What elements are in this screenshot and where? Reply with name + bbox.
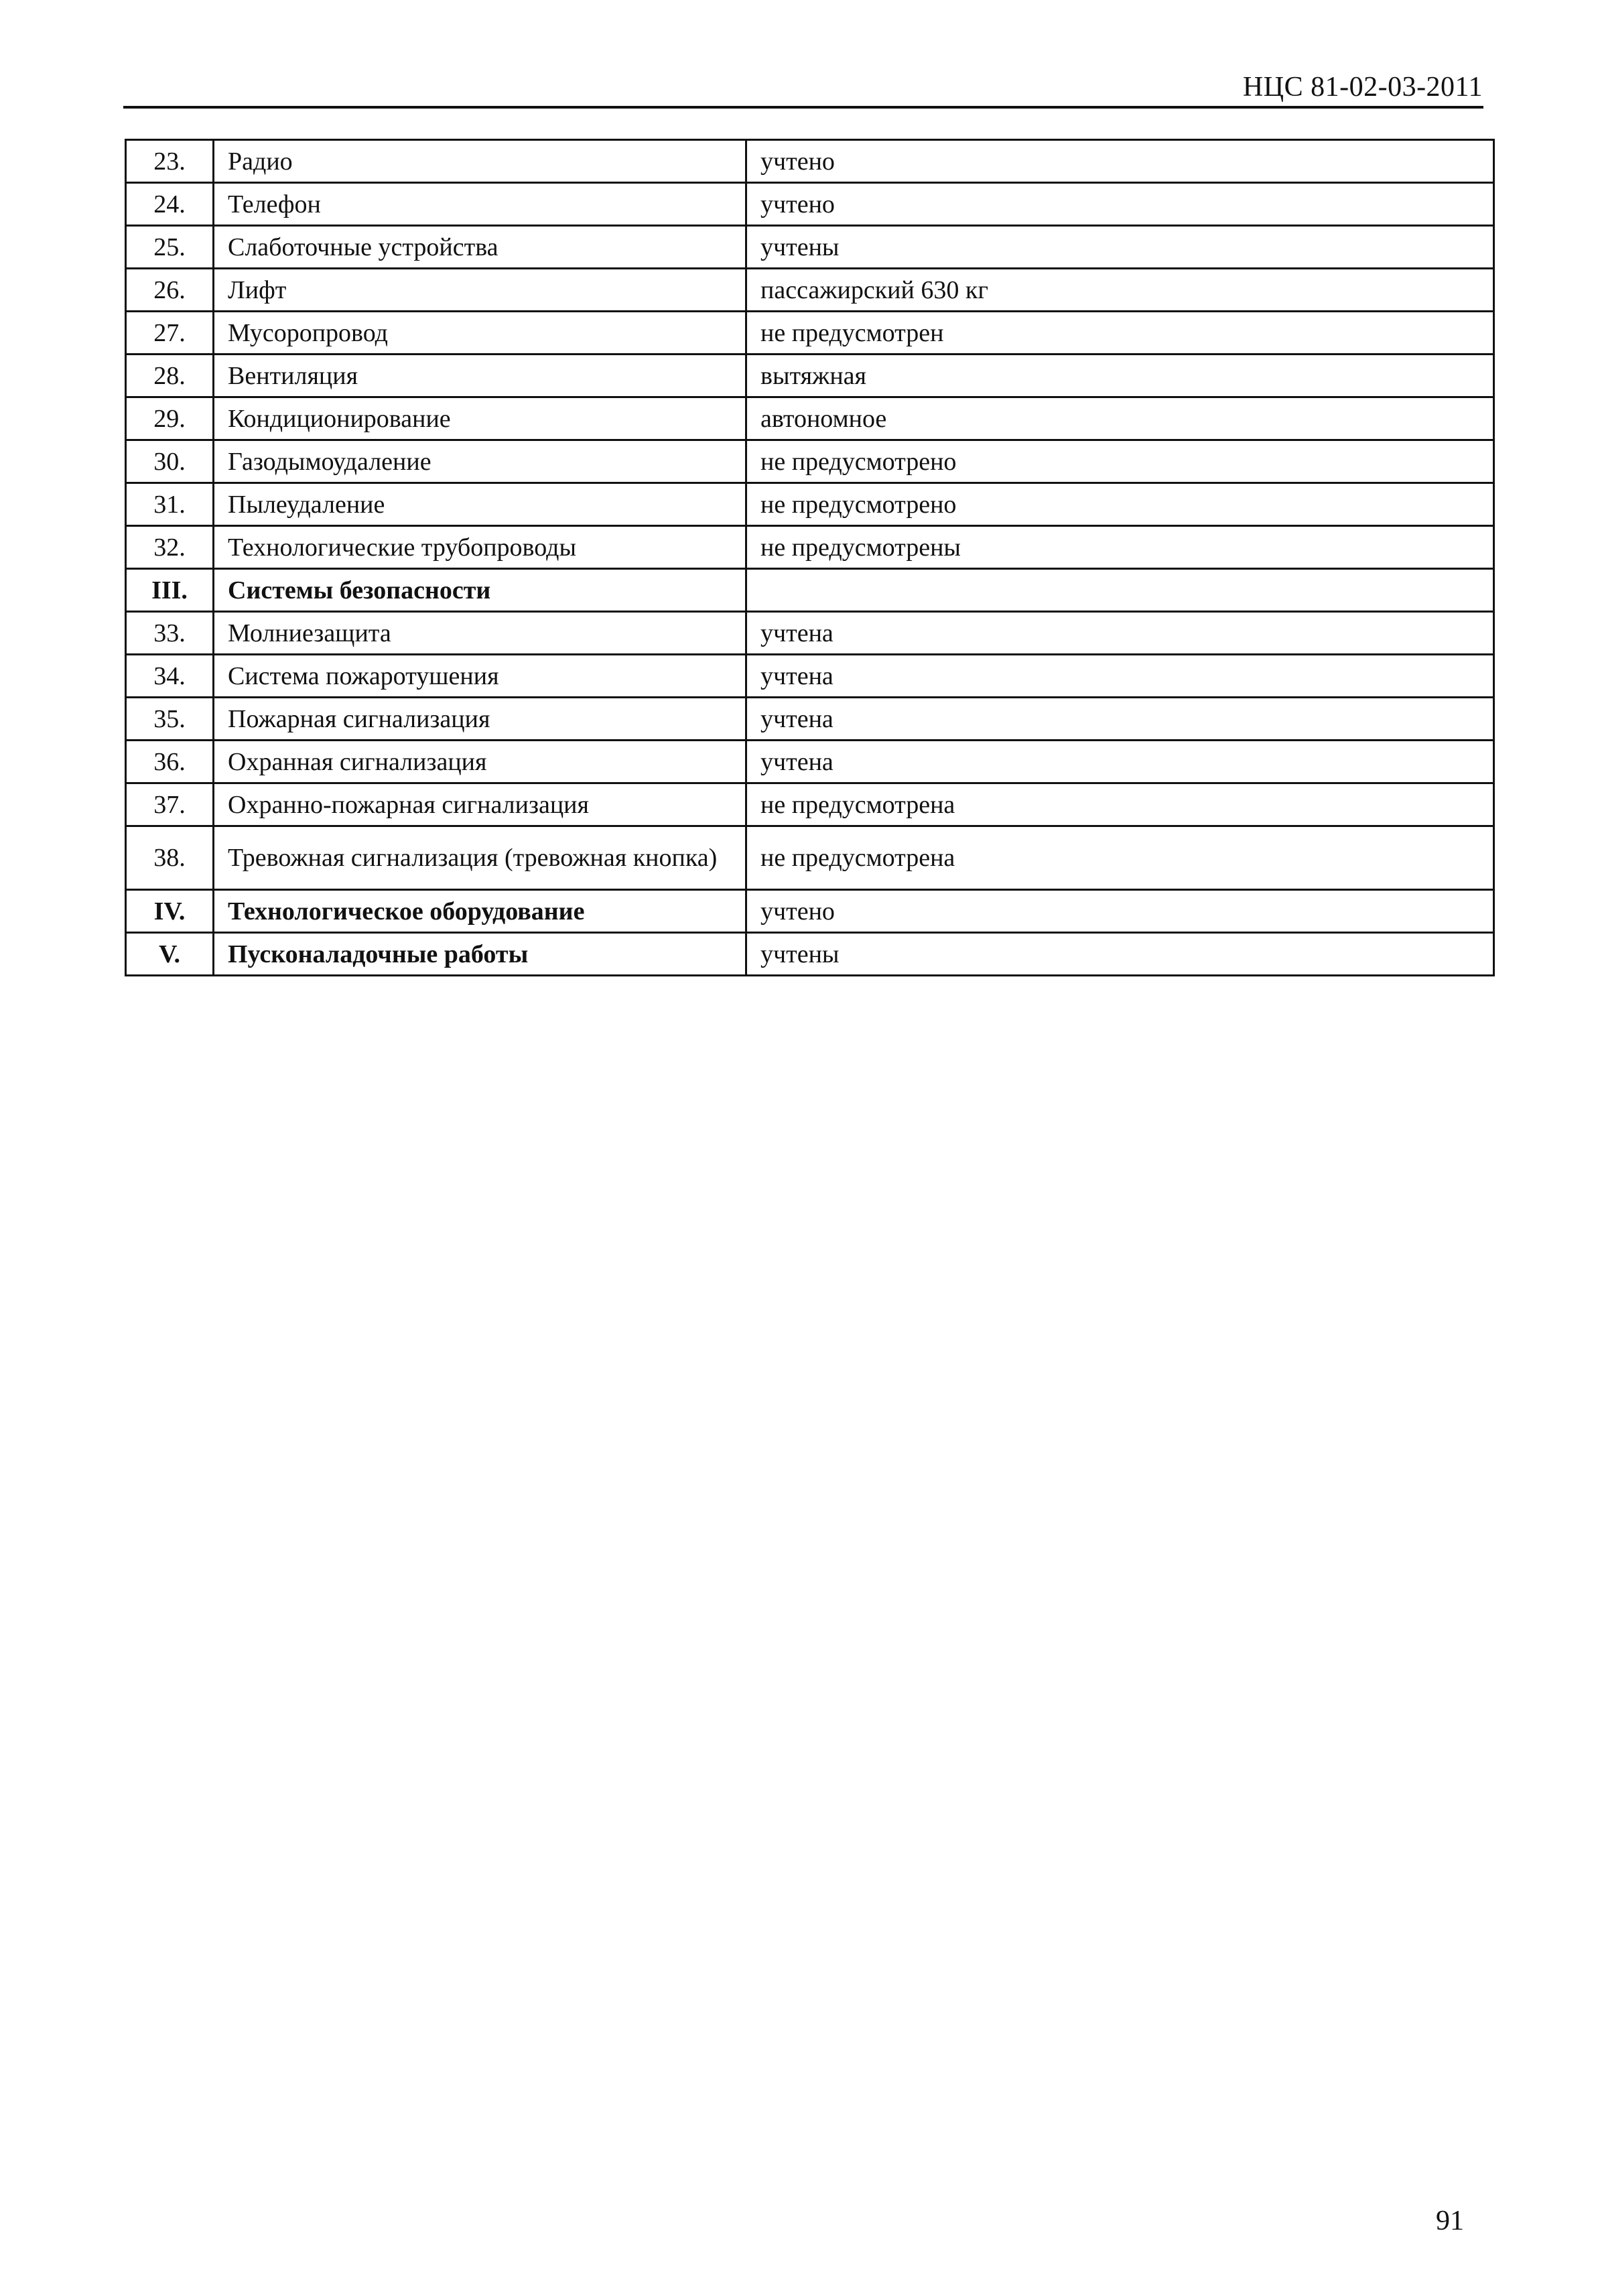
row-value: пассажирский 630 кг xyxy=(746,269,1494,312)
row-name: Система пожаротушения xyxy=(214,655,746,698)
table-row xyxy=(126,826,1494,890)
section-title: Пусконаладочные работы xyxy=(214,933,746,976)
table-row xyxy=(126,397,1494,440)
section-number: III. xyxy=(126,569,214,612)
section-number: V. xyxy=(126,933,214,976)
table-row xyxy=(126,312,1494,355)
document-code: НЦС 81-02-03-2011 xyxy=(1242,72,1483,103)
table-row xyxy=(126,483,1494,526)
row-value xyxy=(746,569,1494,612)
row-value: не предусмотрено xyxy=(746,483,1494,526)
row-value: учтены xyxy=(746,933,1494,976)
row-value: учтено xyxy=(746,890,1494,933)
row-number: 23. xyxy=(126,140,214,183)
row-name: Тревожная сигнализация (тревожная кнопка) xyxy=(214,826,746,890)
row-value: не предусмотрена xyxy=(746,826,1494,890)
row-value: учтены xyxy=(746,226,1494,269)
row-value: учтено xyxy=(746,183,1494,226)
row-value: не предусмотрены xyxy=(746,526,1494,569)
table-row xyxy=(126,269,1494,312)
row-name: Мусоропровод xyxy=(214,312,746,355)
table-row xyxy=(126,140,1494,183)
section-row xyxy=(126,933,1494,976)
row-name: Охранная сигнализация xyxy=(214,741,746,783)
row-value: не предусмотрен xyxy=(746,312,1494,355)
row-name: Технологические трубопроводы xyxy=(214,526,746,569)
row-name: Газодымоудаление xyxy=(214,440,746,483)
header-rule xyxy=(123,106,1483,109)
row-value: учтена xyxy=(746,741,1494,783)
row-name: Кондиционирование xyxy=(214,397,746,440)
row-value: автономное xyxy=(746,397,1494,440)
row-number: 30. xyxy=(126,440,214,483)
row-number: 29. xyxy=(126,397,214,440)
row-number: 37. xyxy=(126,783,214,826)
row-number: 25. xyxy=(126,226,214,269)
page-number: 91 xyxy=(1436,2206,1464,2236)
row-number: 38. xyxy=(126,826,214,890)
row-number: 24. xyxy=(126,183,214,226)
row-number: 27. xyxy=(126,312,214,355)
row-value: вытяжная xyxy=(746,355,1494,397)
section-title: Технологическое оборудование xyxy=(214,890,746,933)
row-name: Вентиляция xyxy=(214,355,746,397)
row-name: Охранно-пожарная сигнализация xyxy=(214,783,746,826)
section-row xyxy=(126,890,1494,933)
row-number: 33. xyxy=(126,612,214,655)
table-row xyxy=(126,655,1494,698)
row-value: не предусмотрено xyxy=(746,440,1494,483)
row-name: Лифт xyxy=(214,269,746,312)
row-name: Слаботочные устройства xyxy=(214,226,746,269)
row-value: учтено xyxy=(746,140,1494,183)
row-number: 34. xyxy=(126,655,214,698)
row-value: не предусмотрена xyxy=(746,783,1494,826)
table-row xyxy=(126,183,1494,226)
section-title: Системы безопасности xyxy=(214,569,746,612)
row-name: Радио xyxy=(214,140,746,183)
table-row xyxy=(126,612,1494,655)
row-number: 36. xyxy=(126,741,214,783)
row-number: 28. xyxy=(126,355,214,397)
section-number: IV. xyxy=(126,890,214,933)
table-row xyxy=(126,226,1494,269)
row-value: учтена xyxy=(746,612,1494,655)
row-number: 26. xyxy=(126,269,214,312)
row-value: учтена xyxy=(746,698,1494,741)
table-row xyxy=(126,741,1494,783)
table-row xyxy=(126,698,1494,741)
table-row xyxy=(126,526,1494,569)
row-name: Молниезащита xyxy=(214,612,746,655)
row-name: Пылеудаление xyxy=(214,483,746,526)
section-row xyxy=(126,569,1494,612)
table-row xyxy=(126,355,1494,397)
row-number: 31. xyxy=(126,483,214,526)
specification-table xyxy=(125,139,1495,976)
row-value: учтена xyxy=(746,655,1494,698)
row-number: 35. xyxy=(126,698,214,741)
row-number: 32. xyxy=(126,526,214,569)
row-name: Телефон xyxy=(214,183,746,226)
row-name: Пожарная сигнализация xyxy=(214,698,746,741)
table-row xyxy=(126,783,1494,826)
table-row xyxy=(126,440,1494,483)
